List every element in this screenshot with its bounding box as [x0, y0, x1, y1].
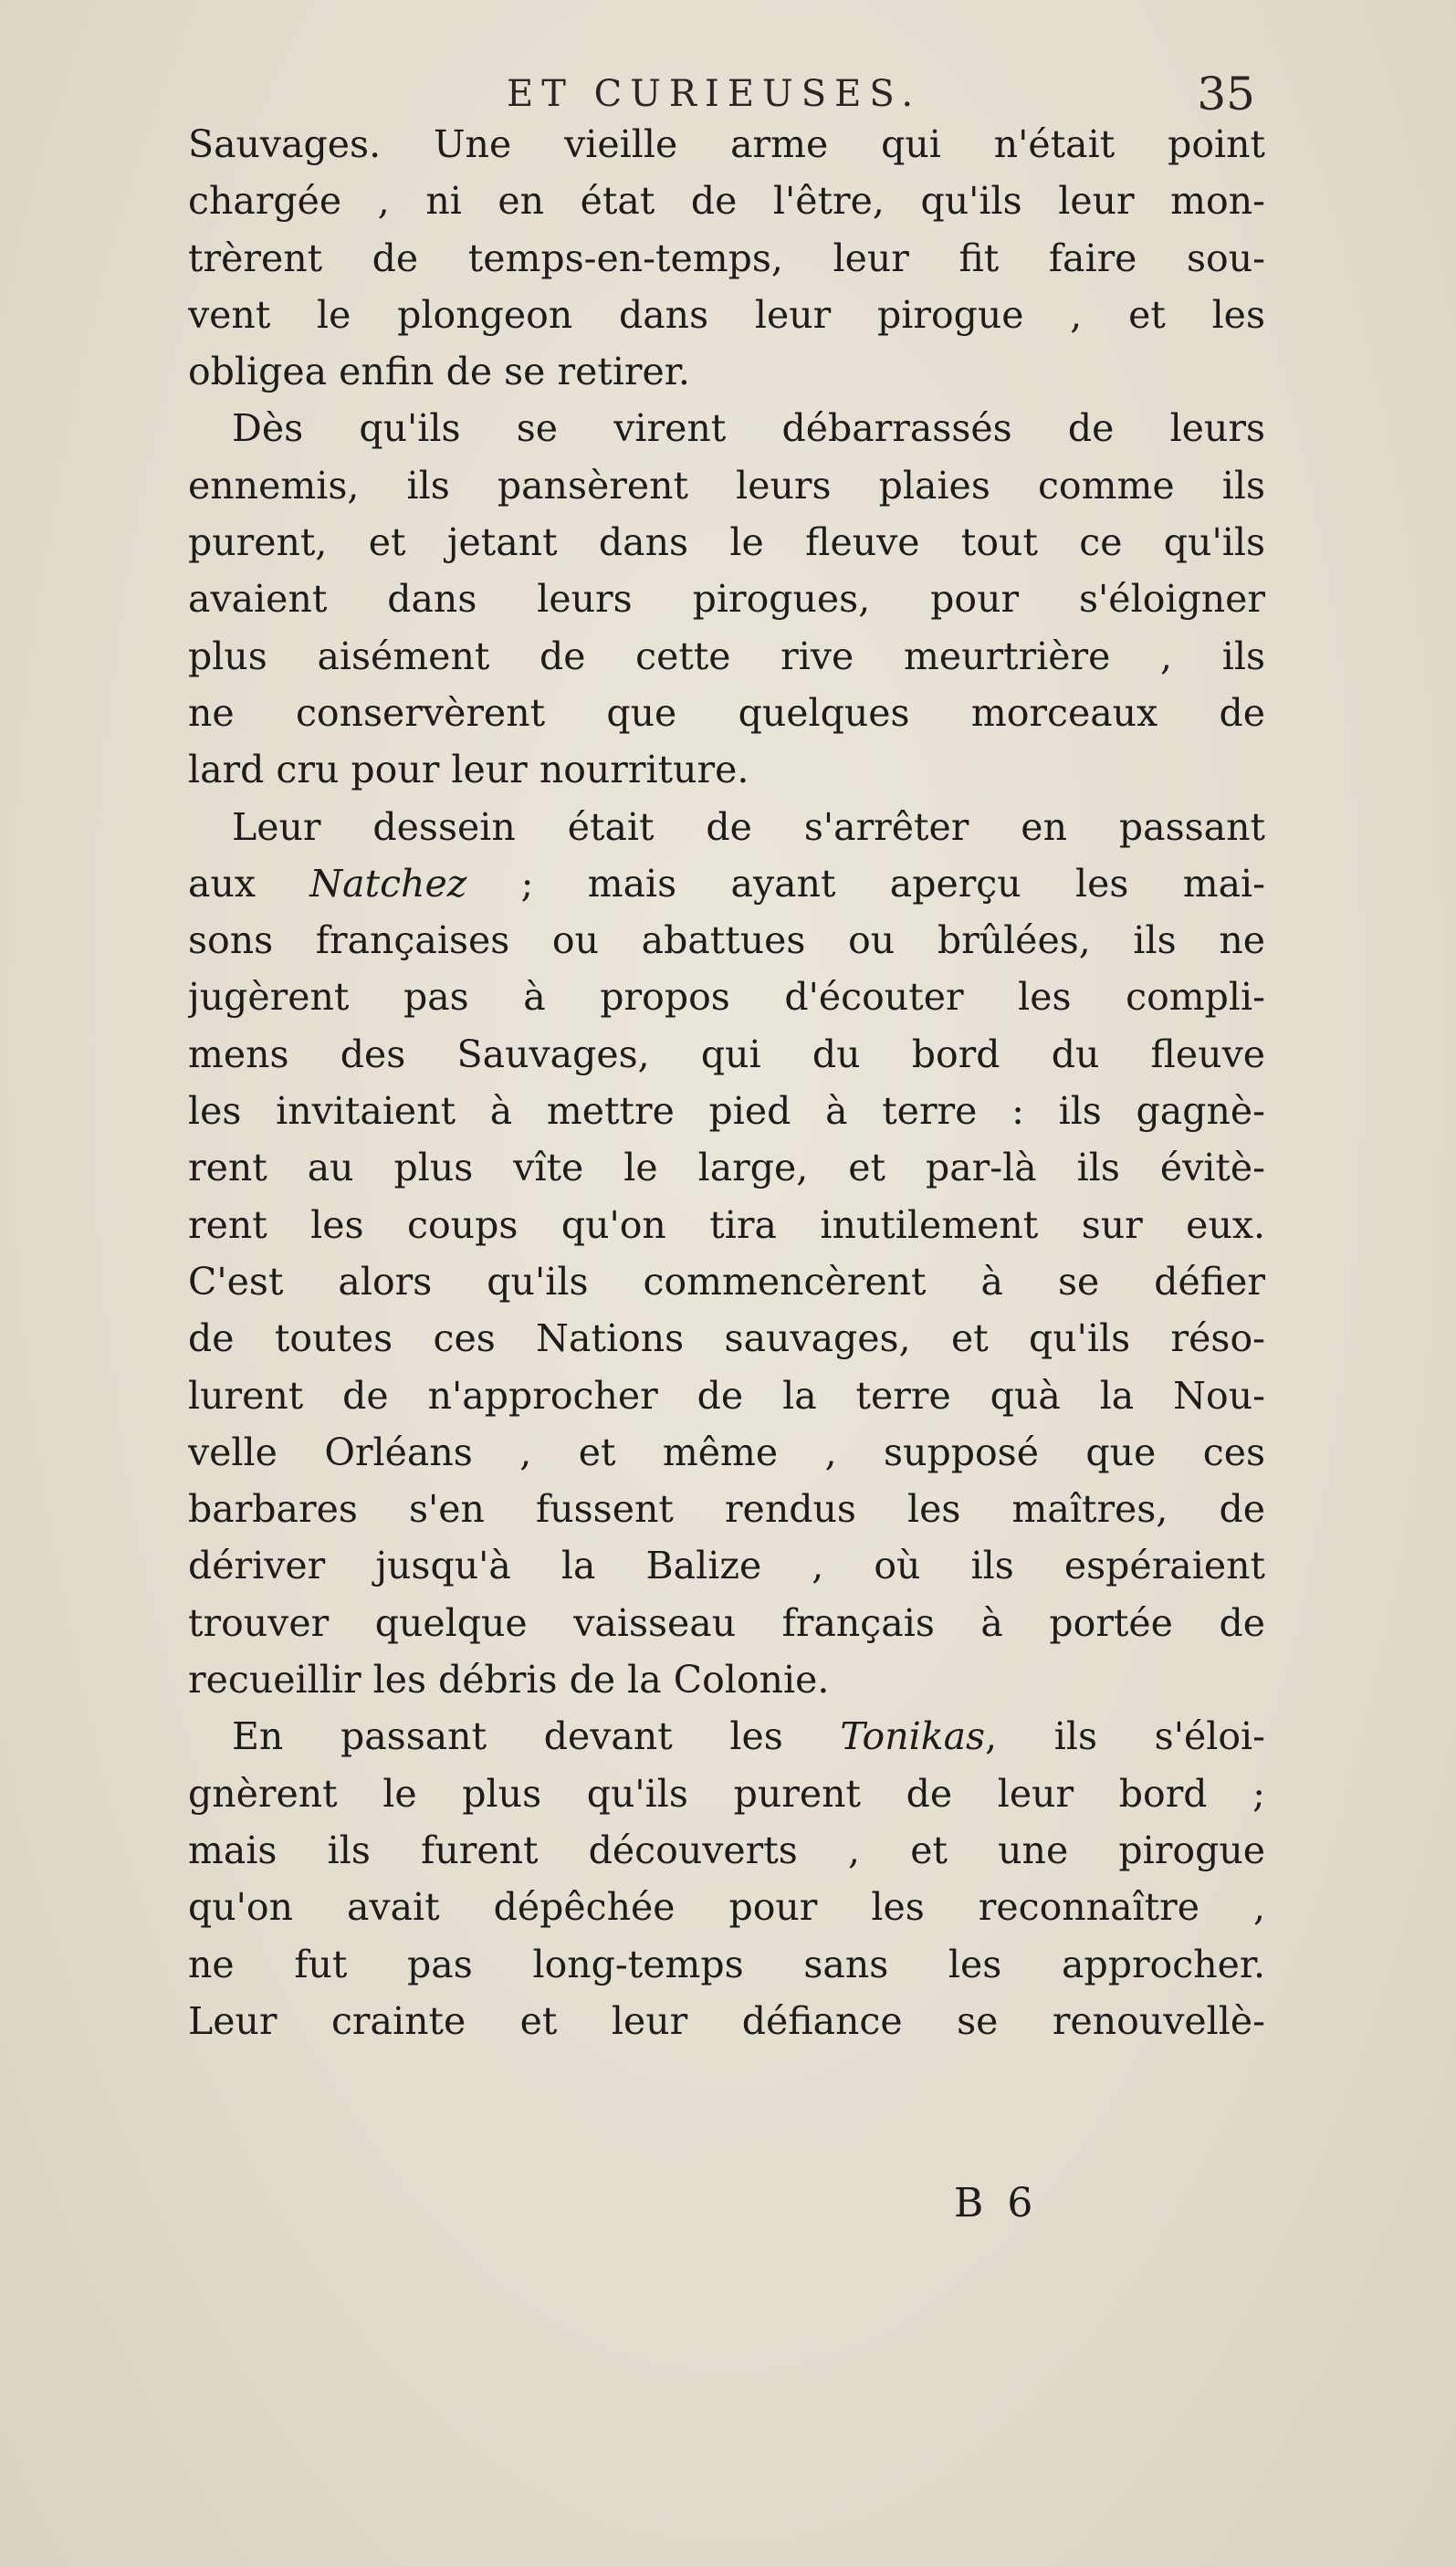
text-line: C'est alors qu'ils commencèrent à se défier — [188, 1259, 1265, 1304]
text-line: ennemis, ils pansèrent leurs plaies comme ils — [188, 463, 1265, 508]
text-line: lurent de n'approcher de la terre quà la Nou- — [188, 1373, 1265, 1418]
text-line: vent le plongeon dans leur pirogue , et les — [188, 292, 1265, 337]
signature-mark: B 6 — [954, 2180, 1039, 2226]
text-line: barbares s'en fussent rendus les maîtres, de — [188, 1487, 1265, 1532]
text-line: Dès qu'ils se virent débarrassés de leurs — [232, 406, 1265, 451]
text-span: ; mais ayant aperçu les mai- — [466, 861, 1265, 906]
text-line: mens des Sauvages, qui du bord du fleuve — [188, 1032, 1265, 1076]
text-line: recueillir les débris de la Colonie. — [188, 1658, 830, 1703]
text-line: trouver quelque vaisseau français à portée de — [188, 1600, 1265, 1645]
text-line: chargée , ni en état de l'être, qu'ils leur mon- — [188, 179, 1265, 224]
text-line: Leur dessein était de s'arrêter en passant — [232, 804, 1265, 849]
place-name-natchez: Natchez — [309, 861, 467, 906]
text-line: qu'on avait dépêchée pour les reconnaître , — [188, 1885, 1265, 1930]
text-line: gnèrent le plus qu'ils purent de leur bord ; — [188, 1771, 1265, 1816]
text-line: sons françaises ou abattues ou brûlées, ils ne — [188, 918, 1265, 963]
text-line: purent, et jetant dans le fleuve tout ce qu'ils — [188, 520, 1265, 565]
text-span: , ils s'éloi- — [985, 1714, 1265, 1759]
place-name-tonikas: Tonikas — [840, 1714, 986, 1759]
page-number: 35 — [1197, 68, 1255, 120]
text-line: Leur crainte et leur défiance se renouvellè- — [188, 1998, 1265, 2043]
text-line: jugèrent pas à propos d'écouter les compli- — [188, 975, 1265, 1020]
text-line: avaient dans leurs pirogues, pour s'éloigner — [188, 577, 1265, 622]
running-head: ET CURIEUSES. — [507, 73, 922, 115]
text-span: aux — [188, 861, 310, 906]
text-line: de toutes ces Nations sauvages, et qu'ils réso- — [188, 1316, 1265, 1361]
text-line: plus aisément de cette rive meurtrière , ils — [188, 634, 1265, 678]
text-line: obligea enfin de se retirer. — [188, 350, 690, 394]
text-line-natchez — [188, 855, 1265, 912]
text-line: ne conservèrent que quelques morceaux de — [188, 690, 1265, 735]
text-line: les invitaient à mettre pied à terre : ils gagnè- — [188, 1089, 1265, 1134]
body-text — [188, 116, 1265, 2049]
text-line-tonikas — [188, 1708, 1265, 1765]
text-line: lard cru pour leur nourriture. — [188, 748, 749, 792]
text-line: mais ils furent découverts , et une pirogue — [188, 1828, 1265, 1872]
text-line: dériver jusqu'à la Balize , où ils espéraient — [188, 1544, 1265, 1588]
text-line: rent les coups qu'on tira inutilement sur eux. — [188, 1202, 1265, 1247]
text-line: ne fut pas long-temps sans les approcher. — [188, 1942, 1265, 1986]
text-line: trèrent de temps-en-temps, leur fit faire sou- — [188, 236, 1265, 280]
text-line: velle Orléans , et même , supposé que ces — [188, 1430, 1265, 1474]
text-span: En passant devant les — [232, 1714, 841, 1759]
page-header — [187, 68, 1255, 122]
text-line: Sauvages. Une vieille arme qui n'était point — [188, 122, 1265, 166]
text-line: rent au plus vîte le large, et par-là ils évitè- — [188, 1146, 1265, 1190]
